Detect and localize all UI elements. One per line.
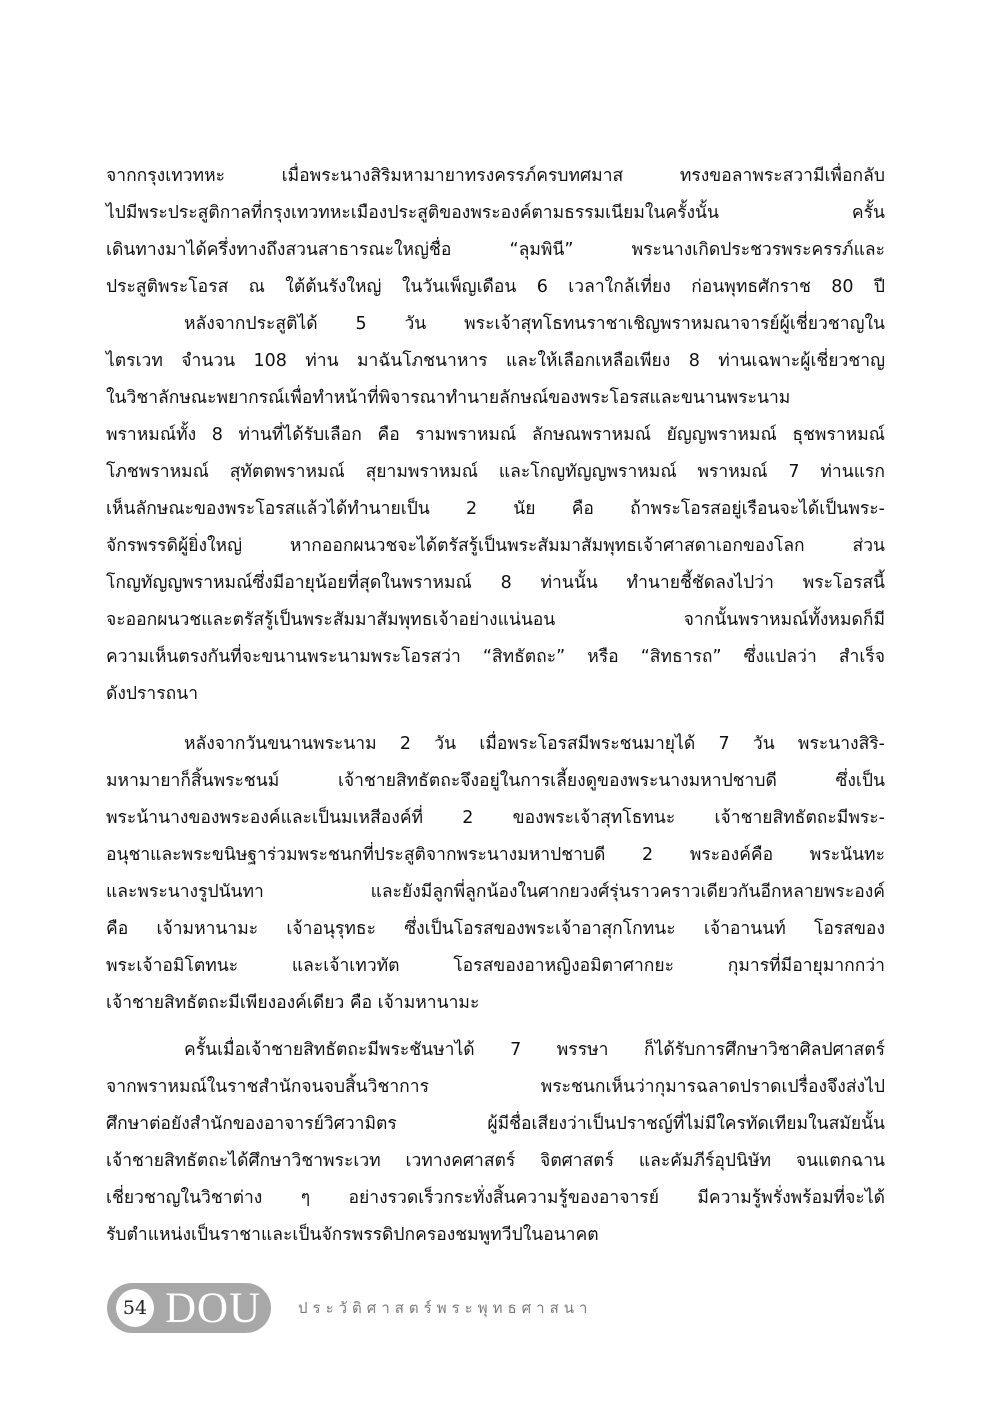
text-line: อนุชาและพระขนิษฐาร่วมพระชนกที่ประสูติจากพระนางมหาปชาบดี 2 พระองค์คือ พระนันทะ (106, 845, 885, 865)
paragraph-2 (106, 726, 885, 1022)
footer-badge (107, 1283, 271, 1333)
text-line: หลังจากวันขนานพระนาม 2 วัน เมื่อพระโอรสมีพระชนมายุได้ 7 วัน พระนางสิริ- (184, 734, 885, 754)
brand-logo: DOU (165, 1285, 262, 1332)
text-line: ดังปรารถนา (106, 684, 199, 704)
text-line: โภชพราหมณ์ สุทัตตพราหมณ์ สุยามพราหมณ์ และโกญทัญญพราหมณ์ พราหมณ์ 7 ท่านแรก (106, 462, 885, 482)
text-line: จักรพรรดิผู้ยิ่งใหญ่ หากออกผนวชจะได้ตรัสรู้เป็นพระสัมมาสัมพุทธเจ้าศาสดาเอกของโลก ส่วน (106, 536, 885, 556)
text-line: จากกรุงเทวทหะ เมื่อพระนางสิริมหามายาทรงครรภ์ครบทศมาส ทรงขอลาพระสวามีเพื่อกลับ (106, 166, 885, 186)
page-number: 54 (116, 1289, 154, 1327)
text-line: รับตำแหน่งเป็นราชาและเป็นจักรพรรดิปกครองชมพูทวีปในอนาคต (106, 1225, 599, 1245)
text-line: เชี่ยวชาญในวิชาต่าง ๆ อย่างรวดเร็วกระทั่งสิ้นความรู้ของอาจารย์ มีความรู้พรั่งพร้อมที่จะได้ (106, 1188, 885, 1208)
text-line: พระน้านางของพระองค์และเป็นมเหสีองค์ที่ 2 ของพระเจ้าสุทโธทนะ เจ้าชายสิทธัตถะมีพระ- (106, 808, 885, 828)
text-line: ไตรเวท จำนวน 108 ท่าน มาฉันโภชนาหาร และให้เลือกเหลือเพียง 8 ท่านเฉพาะผู้เชี่ยวชาญ (106, 351, 885, 371)
text-line: จากพราหมณ์ในราชสำนักจนจบสิ้นวิชาการ พระชนกเห็นว่ากุมารฉลาดปราดเปรื่องจึงส่งไป (106, 1077, 885, 1097)
text-line: ไปมีพระประสูติกาลที่กรุงเทวทหะเมืองประสูติของพระองค์ตามธรรมเนียมในครั้งนั้น ครั้น (106, 203, 885, 223)
text-line: หลังจากประสูติได้ 5 วัน พระเจ้าสุทโธทนราชาเชิญพราหมณาจารย์ผู้เชี่ยวชาญใน (184, 314, 885, 334)
text-line: คือ เจ้ามหานามะ เจ้าอนุรุทธะ ซึ่งเป็นโอรสของพระเจ้าอาสุกโกทนะ เจ้าอานนท์ โอรสของ (106, 919, 885, 939)
text-line: เห็นลักษณะของพระโอรสแล้วได้ทำนายเป็น 2 นัย คือ ถ้าพระโอรสอยู่เรือนจะได้เป็นพระ- (106, 499, 885, 519)
text-line: ความเห็นตรงกันที่จะขนานพระนามพระโอรสว่า “สิทธัตถะ” หรือ “สิทธารถ” ซึ่งแปลว่า สำเร็จ (106, 647, 885, 667)
text-line: จะออกผนวชและตรัสรู้เป็นพระสัมมาสัมพุทธเจ้าอย่างแน่นอน จากนั้นพราหมณ์ทั้งหมดก็มี (106, 610, 885, 630)
text-line: และพระนางรูปนันทา และยังมีลูกพี่ลูกน้องในศากยวงศ์รุ่นราวคราวเดียวกันอีกหลายพระองค์ (106, 882, 885, 902)
paragraph-3 (106, 1032, 885, 1254)
text-line: ครั้นเมื่อเจ้าชายสิทธัตถะมีพระชันษาได้ 7 พรรษา ก็ได้รับการศึกษาวิชาศิลปศาสตร์ (184, 1040, 885, 1060)
text-line: มหามายาก็สิ้นพระชนม์ เจ้าชายสิทธัตถะจึงอยู่ในการเลี้ยงดูของพระนางมหาปชาบดี ซึ่งเป็น (106, 771, 885, 791)
text-line: ในวิชาลักษณะพยากรณ์เพื่อทำหน้าที่พิจารณาทำนายลักษณ์ของพระโอรสและขนานพระนาม (106, 388, 791, 408)
running-title: ประวัติศาสตร์พระพุทธศาสนา (298, 1299, 593, 1317)
text-line: ประสูติพระโอรส ณ ใต้ต้นรังใหญ่ ในวันเพ็ญเดือน 6 เวลาใกล้เที่ยง ก่อนพุทธศักราช 80 ปี (106, 277, 885, 297)
paragraph-1 (106, 158, 885, 713)
text-line: เจ้าชายสิทธัตถะได้ศึกษาวิชาพระเวท เวทางคศาสตร์ จิตศาสตร์ และคัมภีร์อุปนิษัท จนแตกฉาน (106, 1151, 885, 1171)
text-line: โกญทัญญพราหมณ์ซึ่งมีอายุน้อยที่สุดในพราหมณ์ 8 ท่านนั้น ทำนายชี้ชัดลงไปว่า พระโอรสนี้ (106, 573, 885, 593)
text-line: เจ้าชายสิทธัตถะมีเพียงองค์เดียว คือ เจ้ามหานามะ (106, 993, 480, 1013)
text-line: พราหมณ์ทั้ง 8 ท่านที่ได้รับเลือก คือ รามพราหมณ์ ลักษณพราหมณ์ ยัญญพราหมณ์ ธุชพราหมณ์ (106, 425, 885, 445)
text-line: ศึกษาต่อยังสำนักของอาจารย์วิศวามิตร ผู้มีชื่อเสียงว่าเป็นปราชญ์ที่ไม่มีใครทัดเทียมในสมัยนั้น (106, 1114, 885, 1134)
text-line: เดินทางมาได้ครึ่งทางถึงสวนสาธารณะใหญ่ชื่อ “ลุมพินี” พระนางเกิดประชวรพระครรภ์และ (106, 240, 885, 260)
text-line: พระเจ้าอมิโตทนะ และเจ้าเทวทัต โอรสของอาหญิงอมิตาศากยะ กุมารที่มีอายุมากกว่า (106, 956, 885, 976)
